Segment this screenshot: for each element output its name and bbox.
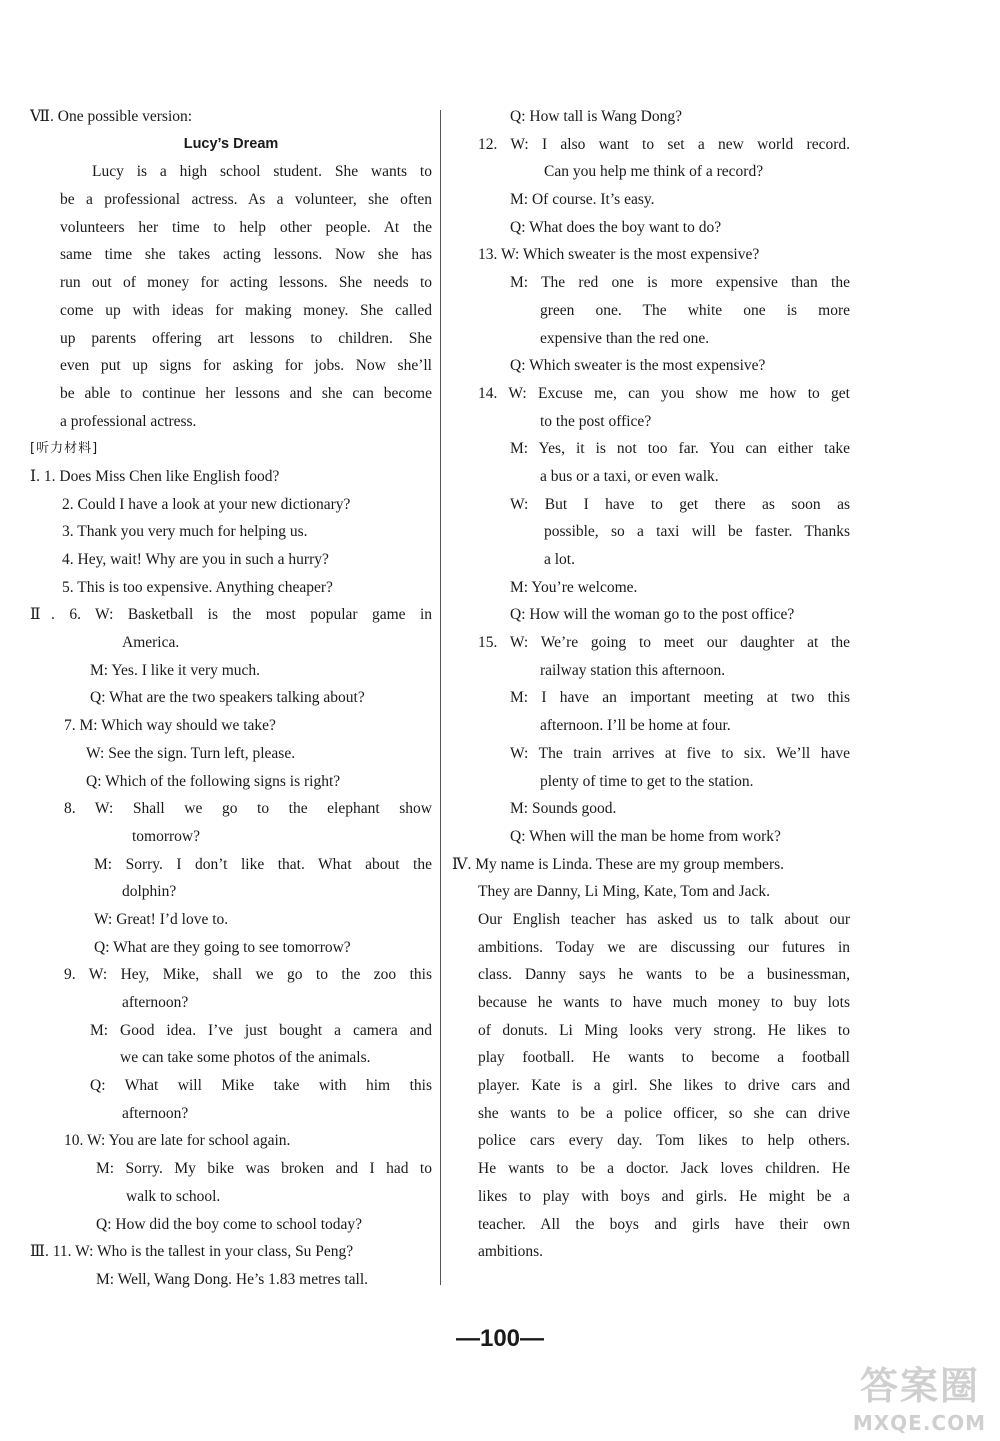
left-text-line: Q: What are the two speakers talking about?	[90, 689, 365, 707]
right-text-line: likes to play with boys and girls. He might be a	[478, 1187, 850, 1205]
right-text-line: possible, so a taxi will be faster. Thanks	[544, 523, 850, 541]
left-text-line: W: See the sign. Turn left, please.	[86, 744, 296, 762]
right-text-line: M: I have an important meeting at two this	[510, 689, 850, 707]
right-text-line: because he wants to have much money to buy lots	[478, 994, 850, 1011]
right-text-line: expensive than the red one.	[540, 329, 710, 347]
left-text-line: 7. M: Which way should we take?	[64, 717, 276, 735]
right-text-line: M: You’re welcome.	[510, 578, 638, 596]
right-text-line: M: Of course. It’s easy.	[510, 191, 655, 209]
left-text-line: a professional actress.	[60, 412, 197, 430]
left-text-line: 2. Could I have a look at your new dictionary?	[62, 495, 351, 513]
left-text-line: run out of money for acting lessons. She needs to	[60, 274, 432, 292]
page-number: —100—	[455, 1325, 545, 1352]
right-text-line: Q: How will the woman go to the post office?	[510, 606, 795, 624]
left-text-line: Q: How did the boy come to school today?	[96, 1215, 363, 1233]
left-text-line: afternoon?	[122, 994, 189, 1011]
watermark-logo	[800, 1355, 990, 1435]
left-text-line: M: Sorry. My bike was broken and I had to	[96, 1160, 432, 1178]
left-text-line: Q: What are they going to see tomorrow?	[94, 938, 351, 956]
left-text-line: up parents offering art lessons to children. She	[60, 329, 432, 347]
watermark-text-en: MXQE.COM	[852, 1411, 986, 1435]
right-text-line: Q: How tall is Wang Dong?	[510, 108, 682, 125]
left-text-line: 4. Hey, wait! Why are you in such a hurry?	[62, 551, 329, 568]
right-text-line: ambitions. Today we are discussing our futures in	[478, 938, 850, 956]
right-text-line: 14. W: Excuse me, can you show me how to get	[478, 384, 850, 402]
right-text-line: Can you help me think of a record?	[544, 163, 764, 181]
right-text-line: W: The train arrives at five to six. We’ll have	[510, 744, 850, 762]
column-divider	[440, 110, 441, 1285]
right-text-line: class. Danny says he wants to be a businessman,	[478, 966, 850, 984]
left-text-line: dolphin?	[122, 883, 177, 901]
left-text-line: M: Yes. I like it very much.	[90, 661, 261, 679]
left-text-line: Lucy’s Dream	[183, 135, 279, 152]
right-text-line: 13. W: Which sweater is the most expensive?	[478, 246, 760, 264]
left-text-line: tomorrow?	[132, 827, 201, 845]
left-text-line: Ⅲ. 11. W: Who is the tallest in your class, Su Peng?	[30, 1243, 354, 1261]
left-text-line: 10. W: You are late for school again.	[64, 1132, 291, 1150]
left-text-line: 3. Thank you very much for helping us.	[62, 523, 308, 541]
right-text-line: green one. The white one is more	[540, 301, 850, 319]
left-text-line: be a professional actress. As a volunteer, she often	[60, 191, 432, 209]
right-text-line: plenty of time to get to the station.	[540, 772, 754, 790]
right-text-line: They are Danny, Li Ming, Kate, Tom and Jack.	[478, 883, 771, 901]
left-text-line: Q: Which of the following signs is right?	[86, 772, 341, 790]
right-text-line: Q: When will the man be home from work?	[510, 827, 781, 845]
right-text-line: a lot.	[544, 551, 575, 568]
right-text-line: Our English teacher has asked us to talk about our	[478, 910, 850, 928]
left-text-line: W: Great! I’d love to.	[94, 910, 229, 928]
left-text-line: we can take some photos of the animals.	[120, 1049, 371, 1067]
left-text-line: Ⅰ. 1. Does Miss Chen like English food?	[30, 467, 280, 485]
left-text-line: M: Sorry. I don’t like that. What about the	[94, 855, 432, 873]
left-text-line: M: Good idea. I’ve just bought a camera and	[90, 1021, 432, 1039]
right-text-line: play football. He wants to become a football	[478, 1049, 850, 1067]
right-text-line: Q: Which sweater is the most expensive?	[510, 357, 766, 375]
left-text-line: Ⅶ. One possible version:	[30, 108, 193, 125]
right-text-line: railway station this afternoon.	[540, 661, 726, 679]
right-text-line: 12. W: I also want to set a new world record.	[478, 135, 850, 153]
left-text-line: 5. This is too expensive. Anything cheaper?	[62, 578, 333, 596]
right-text-line: M: The red one is more expensive than the	[510, 274, 850, 292]
left-text-line: be able to continue her lessons and she can become	[60, 384, 432, 402]
right-text-line: she wants to be a police officer, so she can drive	[478, 1104, 850, 1122]
left-text-line: come up with ideas for making money. She called	[60, 301, 432, 319]
right-text-line: Q: What does the boy want to do?	[510, 218, 722, 236]
left-text-line: America.	[122, 634, 180, 652]
left-text-line: Ⅱ. 6. W: Basketball is the most popular game in	[30, 606, 432, 624]
left-text-line: walk to school.	[126, 1187, 221, 1205]
right-text-line: afternoon. I’ll be home at four.	[540, 717, 731, 735]
right-text-line: police cars every day. Tom likes to help others.	[478, 1132, 850, 1150]
left-text-line: M: Well, Wang Dong. He’s 1.83 metres tall.	[96, 1270, 369, 1288]
left-text-line: volunteers her time to help other people. At the	[60, 218, 432, 236]
right-column	[452, 103, 850, 1266]
right-text-line: He wants to be a doctor. Jack loves children. He	[478, 1160, 850, 1178]
left-text-line: [听力材料]	[30, 441, 99, 457]
left-text-line: 9. W: Hey, Mike, shall we go to the zoo this	[64, 966, 432, 984]
right-text-line: 15. W: We’re going to meet our daughter at the	[478, 634, 850, 652]
right-text-line: W: But I have to get there as soon as	[510, 495, 850, 513]
right-text-line: a bus or a taxi, or even walk.	[540, 467, 719, 485]
right-text-line: to the post office?	[540, 412, 652, 430]
left-text-line: Lucy is a high school student. She wants to	[92, 163, 432, 181]
left-text-line: Q: What will Mike take with him this	[90, 1077, 432, 1095]
right-text-line: M: Sounds good.	[510, 800, 617, 818]
left-text-line: afternoon?	[122, 1104, 189, 1122]
left-text-line: same time she takes acting lessons. Now she has	[60, 246, 432, 264]
right-text-line: of donuts. Li Ming looks very strong. He likes to	[478, 1021, 850, 1039]
left-text-line: even put up signs for asking for jobs. Now she’ll	[60, 357, 432, 375]
right-text-line: M: Yes, it is not too far. You can either take	[510, 440, 850, 458]
left-text-line: 8. W: Shall we go to the elephant show	[64, 800, 432, 818]
right-text-line: ambitions.	[478, 1243, 544, 1261]
right-text-line: player. Kate is a girl. She likes to drive cars and	[478, 1077, 850, 1095]
right-text-line: teacher. All the boys and girls have their own	[478, 1215, 850, 1233]
watermark-text-cn: 答案圈	[859, 1364, 980, 1408]
left-column	[30, 103, 432, 1294]
right-text-line: Ⅳ. My name is Linda. These are my group members.	[452, 855, 785, 873]
